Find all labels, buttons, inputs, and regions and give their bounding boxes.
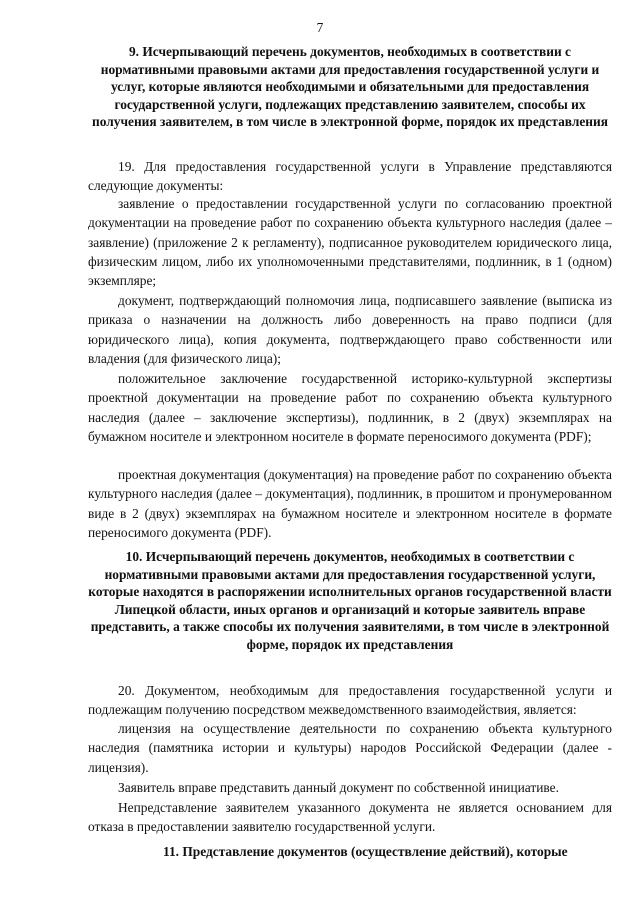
document-item-expert-conclusion: положительное заключение государственной историко-культурной экспертизы проектной документации на проведение работ по сохранению объекта культурного наследия (далее – заключение экспертизы), подлинник, в 2 (двух) экземплярах на бумажном носителе и электронном носителе в формате переносимого документа (PDF);	[88, 371, 612, 444]
section-9-heading: 9. Исчерпывающий перечень документов, необходимых в соответствии с нормативными правовыми актами для предоставления государственной услуги и услуг, которые являются необходимыми и обязательными для предоставления государственной услуги, подлежащих представлению заявителем, способы их получения заявителем, в том числе в электронной форме, порядок их представления	[92, 44, 608, 130]
document-item-project-documentation: проектная документация (документация) на проведение работ по сохранению объекта культурного наследия (далее – документация), подлинник, в прошитом и пронумерованном виде в 2 (двух) экземплярах на бумажном носителе и электронном носителе в формате переносимого документа (PDF).	[88, 467, 612, 540]
document-item-authority-proof: документ, подтверждающий полномочия лица, подписавшего заявление (выписка из приказа о назначении на должность либо доверенность на право подписи (для юридического лица), копия документа, подтверждающего право собственности или владения (для физического лица);	[88, 293, 612, 366]
paragraph-non-submission: Непредставление заявителем указанного документа не является основанием для отказа в предоставлении заявителю государственной услуги.	[88, 800, 612, 835]
section-10-heading: 10. Исчерпывающий перечень документов, необходимых в соответствии с нормативными правовыми актами для предоставления государственной услуги, которые находятся в распоряжении исполнительных органов государственной власти Липецкой области, иных органов и организаций и которые заявитель вправе представить, а также способы их получения заявителями, в том числе в электронной форме, порядок их представления	[88, 549, 612, 652]
paragraph-own-initiative: Заявитель вправе представить данный документ по собственной инициативе.	[118, 780, 559, 795]
document-item-application: заявление о предоставлении государственной услуги по согласованию проектной документации на проведение работ по сохранению объекта культурного наследия (далее – заявление) (приложение 2 к регламенту), подписанное руководителем юридического лица, физическим лицом, либо их уполномоченными представителями, подлинник, в 1 (одном) экземпляре;	[88, 196, 612, 289]
paragraph-19: 19. Для предоставления государственной услуги в Управление представляются следующие документы:	[88, 159, 612, 194]
page-number: 7	[316, 20, 324, 35]
paragraph-20: 20. Документом, необходимым для предоставления государственной услуги и подлежащим получению посредством межведомственного взаимодействия, является:	[88, 683, 612, 718]
document-item-license: лицензия на осуществление деятельности по сохранению объекта культурного наследия (памятника истории и культуры) народов Российской Федерации (далее - лицензия).	[88, 721, 612, 775]
section-11-heading: 11. Представление документов (осуществление действий), которые	[163, 844, 568, 859]
